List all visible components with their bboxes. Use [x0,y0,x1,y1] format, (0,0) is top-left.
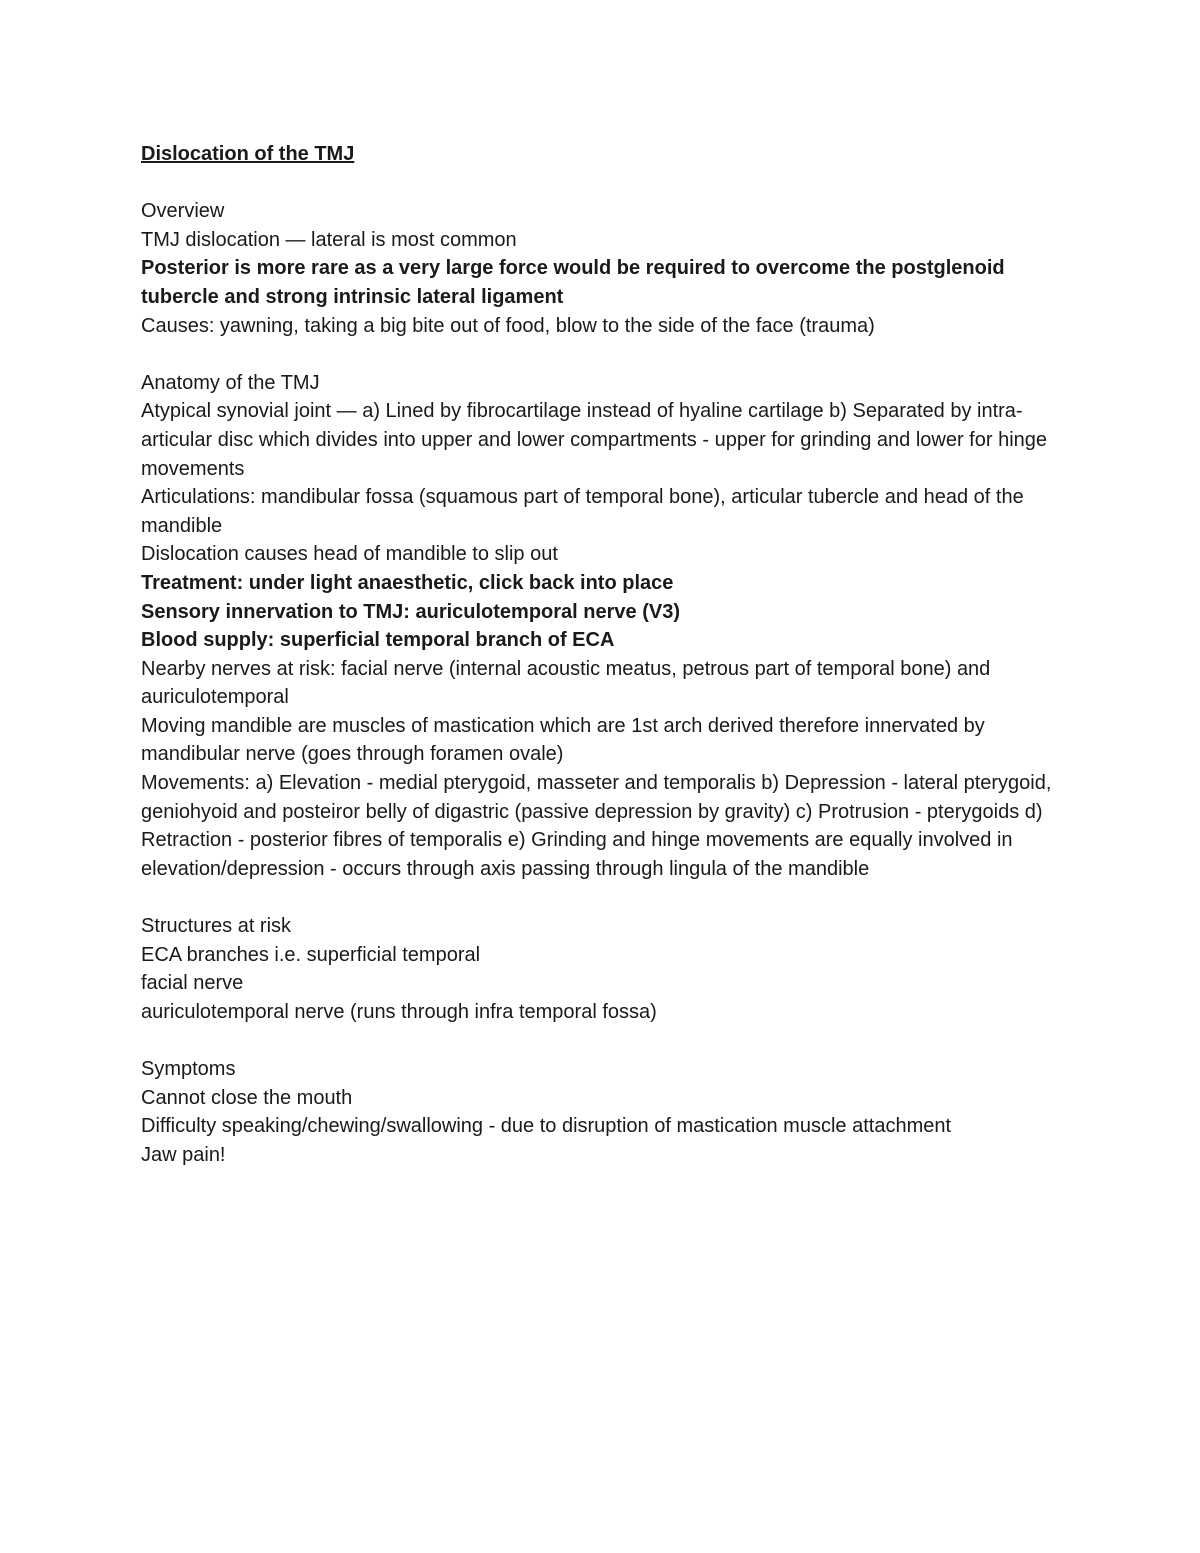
paragraph-bold: Blood supply: superficial temporal branch of ECA [141,629,615,652]
list-item: Cannot close the mouth [141,1086,353,1109]
list-item: ECA branches i.e. superficial temporal [141,943,481,966]
paragraph: TMJ dislocation — lateral is most common [141,228,517,251]
section-anatomy [141,369,1071,884]
paragraph: Causes: yawning, taking a big bite out of food, blow to the side of the face (trauma) [141,314,875,337]
paragraph: Nearby nerves at risk: facial nerve (internal acoustic meatus, petrous part of temporal bone) and auriculotemporal [141,657,991,709]
document-page [141,140,1071,1169]
list-item: auriculotemporal nerve (runs through infra temporal fossa) [141,1000,657,1023]
paragraph: Atypical synovial joint — a) Lined by fibrocartilage instead of hyaline cartilage b) Separated by intra-articular disc which divides into upper and lower compartments - upper for grinding and lower for hinge movements [141,400,1048,480]
paragraph: Dislocation causes head of mandible to slip out [141,543,558,566]
section-heading: Anatomy of the TMJ [141,371,320,394]
paragraph-bold: Treatment: under light anaesthetic, click back into place [141,571,674,594]
paragraph-bold: Sensory innervation to TMJ: auriculotemporal nerve (V3) [141,600,681,623]
document-title: Dislocation of the TMJ [141,143,355,165]
paragraph: Moving mandible are muscles of mastication which are 1st arch derived therefore innervated by mandibular nerve (goes through foramen ovale) [141,714,985,766]
list-item: Jaw pain! [141,1143,226,1166]
paragraph: Movements: a) Elevation - medial pterygoid, masseter and temporalis b) Depression - lateral pterygoid, geniohyoid and posteiror belly of digastric (passive depression by gravity) c) Protrusion - pterygoids d) Retraction - posterior fibres of temporalis e) Grinding and hinge movements are equally involved in elevation/depression - occurs through axis passing through lingula of the mandible [141,772,1052,880]
section-heading: Overview [141,200,225,223]
paragraph-bold: Posterior is more rare as a very large force would be required to overcome the postglenoid tubercle and strong intrinsic lateral ligament [141,257,1005,308]
section-heading: Structures at risk [141,915,292,938]
section-structures-at-risk [141,912,1071,1026]
list-item: facial nerve [141,972,244,995]
list-item: Difficulty speaking/chewing/swallowing - due to disruption of mastication muscle attachment [141,1115,952,1138]
section-symptoms [141,1055,1071,1169]
section-heading: Symptoms [141,1058,236,1080]
section-overview [141,197,1071,340]
paragraph: Articulations: mandibular fossa (squamous part of temporal bone), articular tubercle and head of the mandible [141,486,1024,537]
